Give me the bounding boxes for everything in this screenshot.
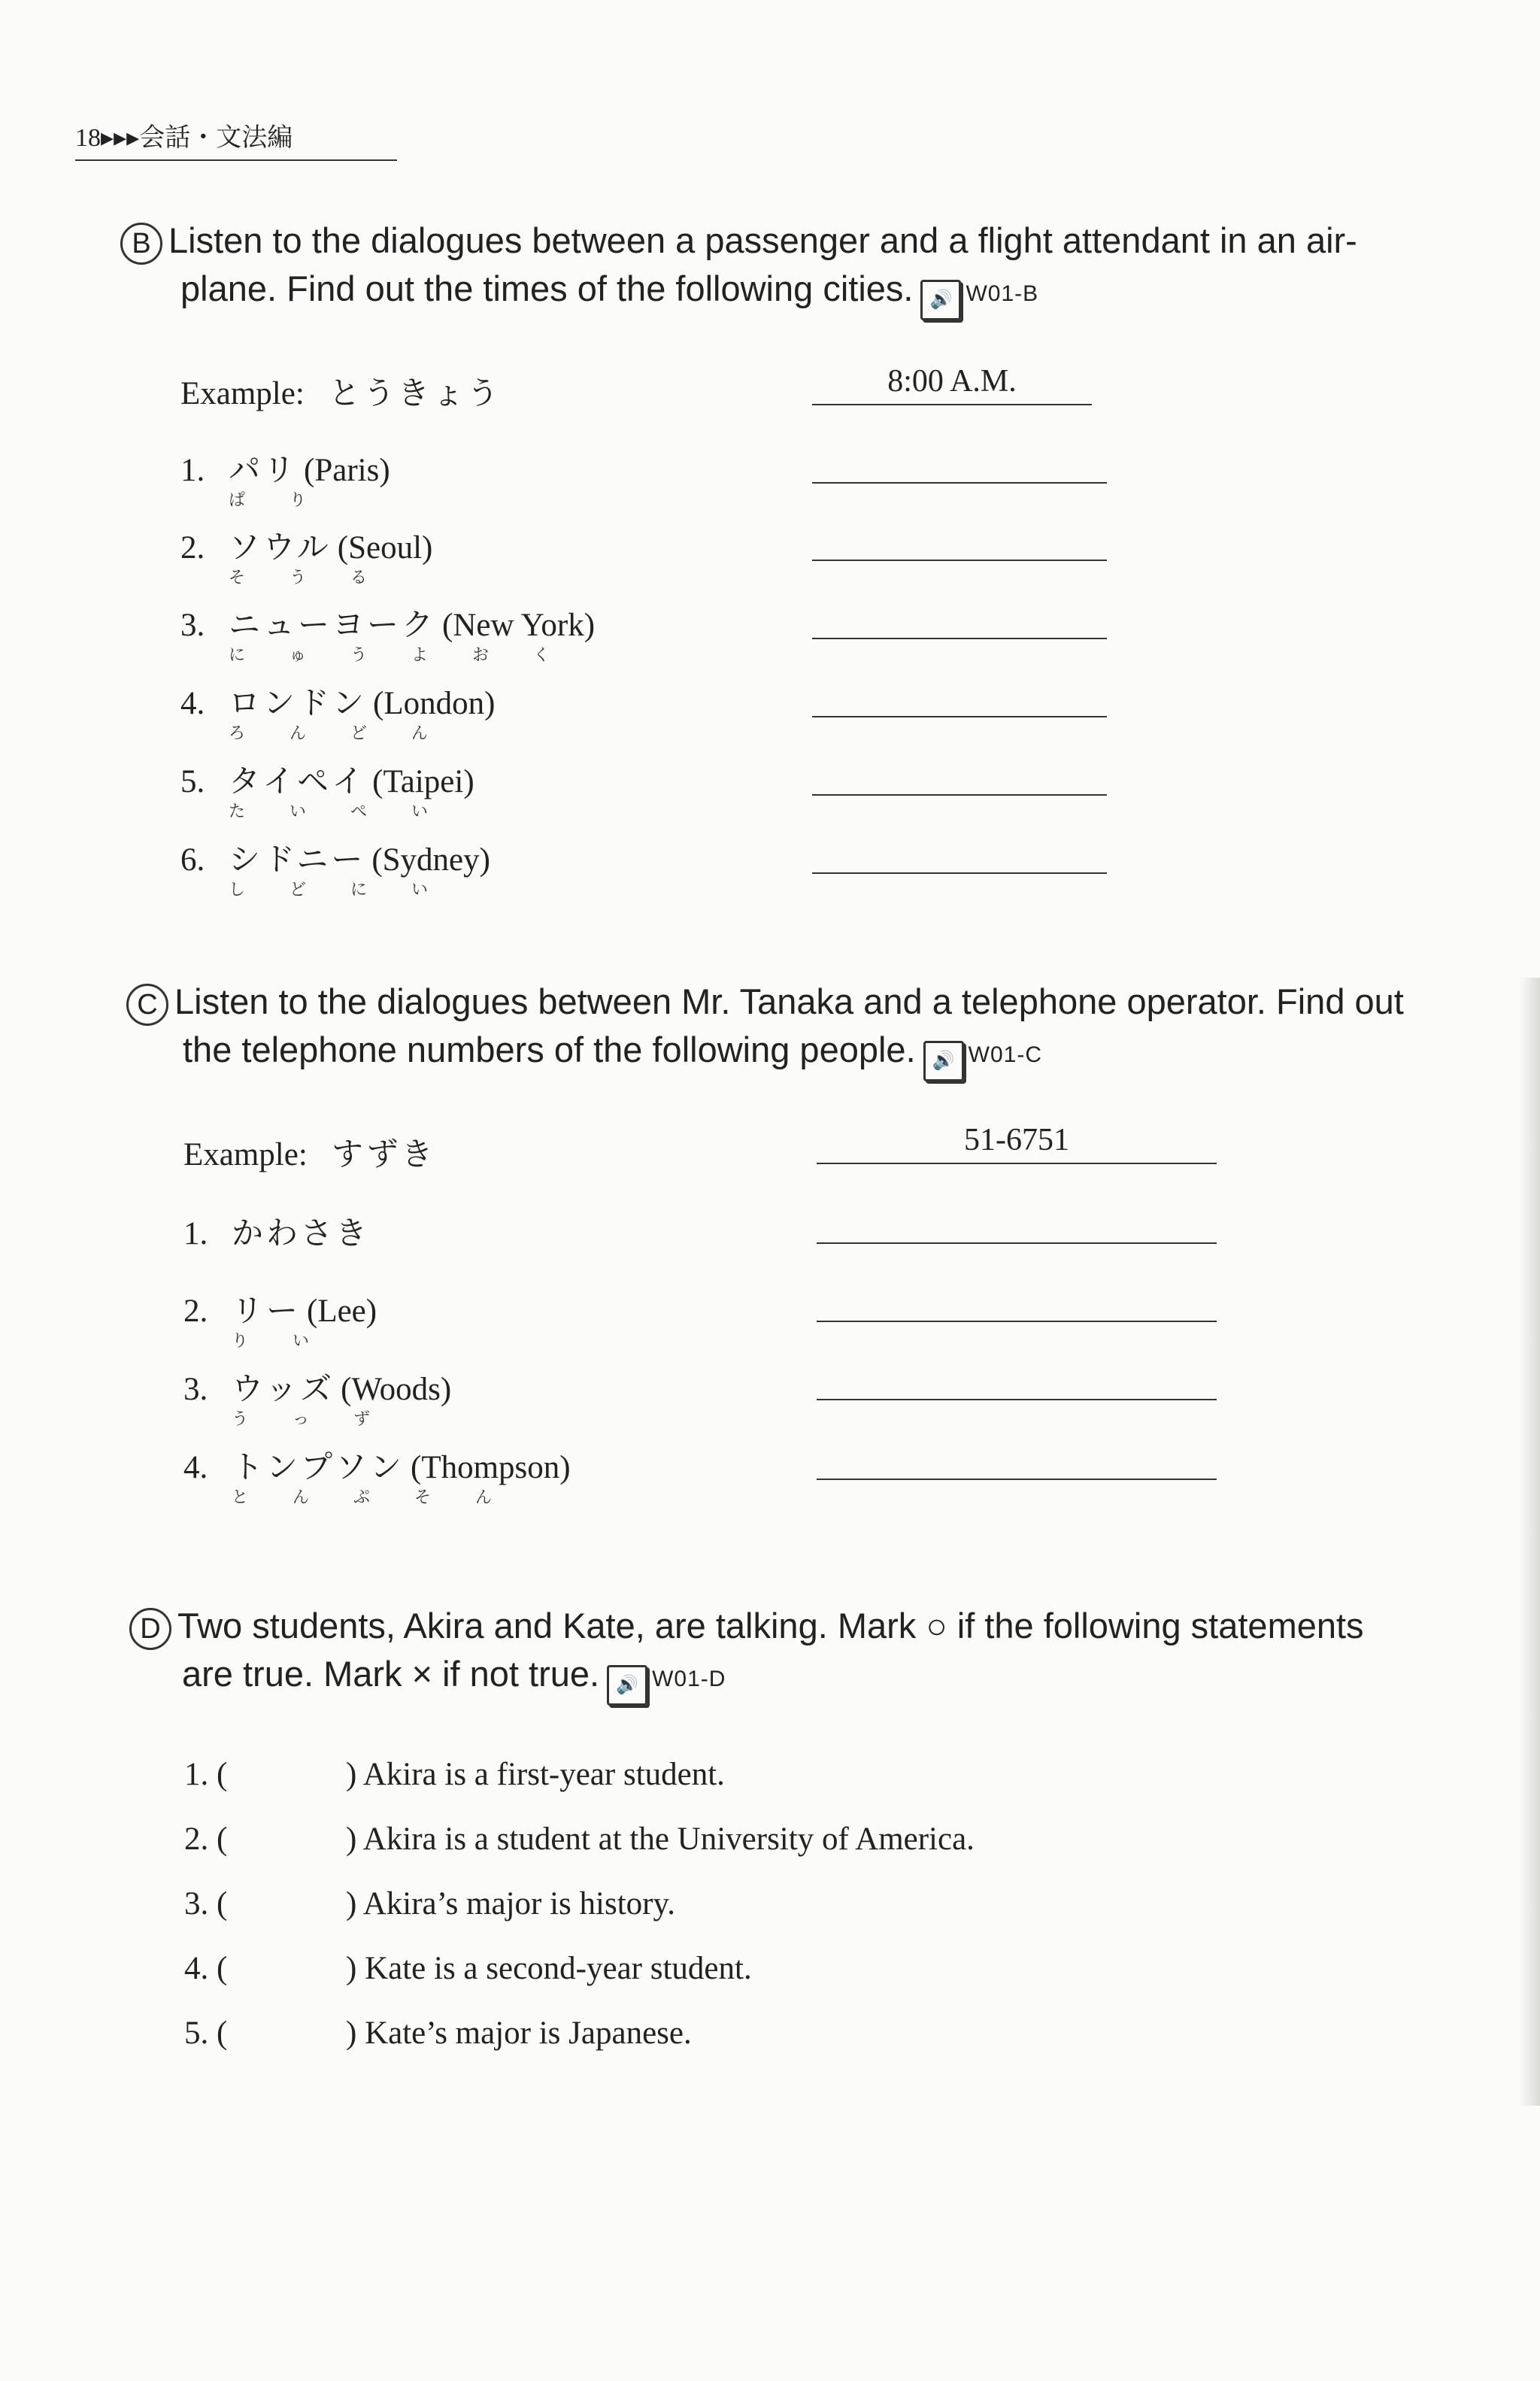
list-item: 3. ニューヨーク (New York) に ゅ う よ お く	[180, 606, 596, 665]
section-c-example: Example: すずき	[183, 1136, 436, 1172]
track-label-b: W01-B	[966, 281, 1039, 306]
speaker-icon[interactable]: 🔊	[923, 1041, 964, 1081]
speaker-icon[interactable]: 🔊	[607, 1665, 647, 1706]
list-item: 1. ( ) Akira is a first-year student.	[184, 1757, 725, 1792]
page-header	[75, 117, 397, 161]
page-edge-shadow	[1519, 978, 1540, 2106]
list-item: 5. タイペイ (Taipei) た い ぺ い	[180, 763, 474, 821]
list-item: 6. シドニー (Sydney) し ど に い	[180, 841, 490, 899]
list-item: 4. ( ) Kate is a second-year student.	[184, 1951, 752, 1986]
answer-blank[interactable]	[817, 1321, 1217, 1322]
answer-blank[interactable]	[812, 794, 1107, 796]
track-label-c: W01-C	[968, 1042, 1042, 1067]
section-b-instruction: B Listen to the dialogues between a passenger and a flight attendant in an air- plane. Find out the times of the following cities. 🔊 W01-B	[120, 217, 1474, 320]
page-label: 18▸▸▸会話・文法編	[75, 124, 293, 152]
answer-blank-example-c: 51-6751	[817, 1163, 1217, 1164]
answer-blank[interactable]	[817, 1399, 1217, 1400]
section-c-badge: C	[126, 984, 168, 1026]
track-label-d: W01-D	[652, 1667, 726, 1691]
list-item: 4. ロンドン (London) ろ ん ど ん	[180, 684, 496, 743]
list-item: 2. リー (Lee) り い	[183, 1292, 377, 1351]
speaker-icon[interactable]: 🔊	[920, 280, 961, 320]
answer-blank[interactable]	[812, 872, 1107, 874]
answer-blank[interactable]	[812, 716, 1107, 717]
section-d-instruction: D Two students, Akira and Kate, are talking. Mark ○ if the following statements are true. Mark × if not true. 🔊 W01-D	[129, 1602, 1483, 1706]
list-item: 3. ( ) Akira’s major is history.	[184, 1886, 675, 1921]
answer-blank[interactable]	[817, 1242, 1217, 1244]
section-b-badge: B	[120, 223, 162, 265]
list-item: 1. かわさき	[183, 1215, 371, 1251]
list-item: 5. ( ) Kate’s major is Japanese.	[184, 2016, 692, 2051]
list-item: 1. パリ (Paris) ぱ り	[180, 451, 390, 510]
answer-blank[interactable]	[812, 482, 1107, 484]
answer-blank[interactable]	[812, 638, 1107, 639]
answer-blank[interactable]	[817, 1479, 1217, 1480]
section-d-badge: D	[129, 1608, 171, 1650]
list-item: 4. トンプソン (Thompson) と ん ぷ そ ん	[183, 1448, 571, 1507]
list-item: 3. ウッズ (Woods) う っ ず	[183, 1370, 452, 1429]
answer-blank[interactable]	[812, 560, 1107, 561]
answer-blank-example-b: 8:00 A.M.	[812, 404, 1092, 405]
list-item: 2. ソウル (Seoul) そ う る	[180, 529, 433, 587]
list-item: 2. ( ) Akira is a student at the University of America.	[184, 1821, 975, 1857]
section-c-instruction: C Listen to the dialogues between Mr. Tanaka and a telephone operator. Find out the telephone numbers of the following people. 🔊 W01-C	[126, 978, 1480, 1081]
section-b-example: Example: とうきょう	[180, 375, 502, 411]
